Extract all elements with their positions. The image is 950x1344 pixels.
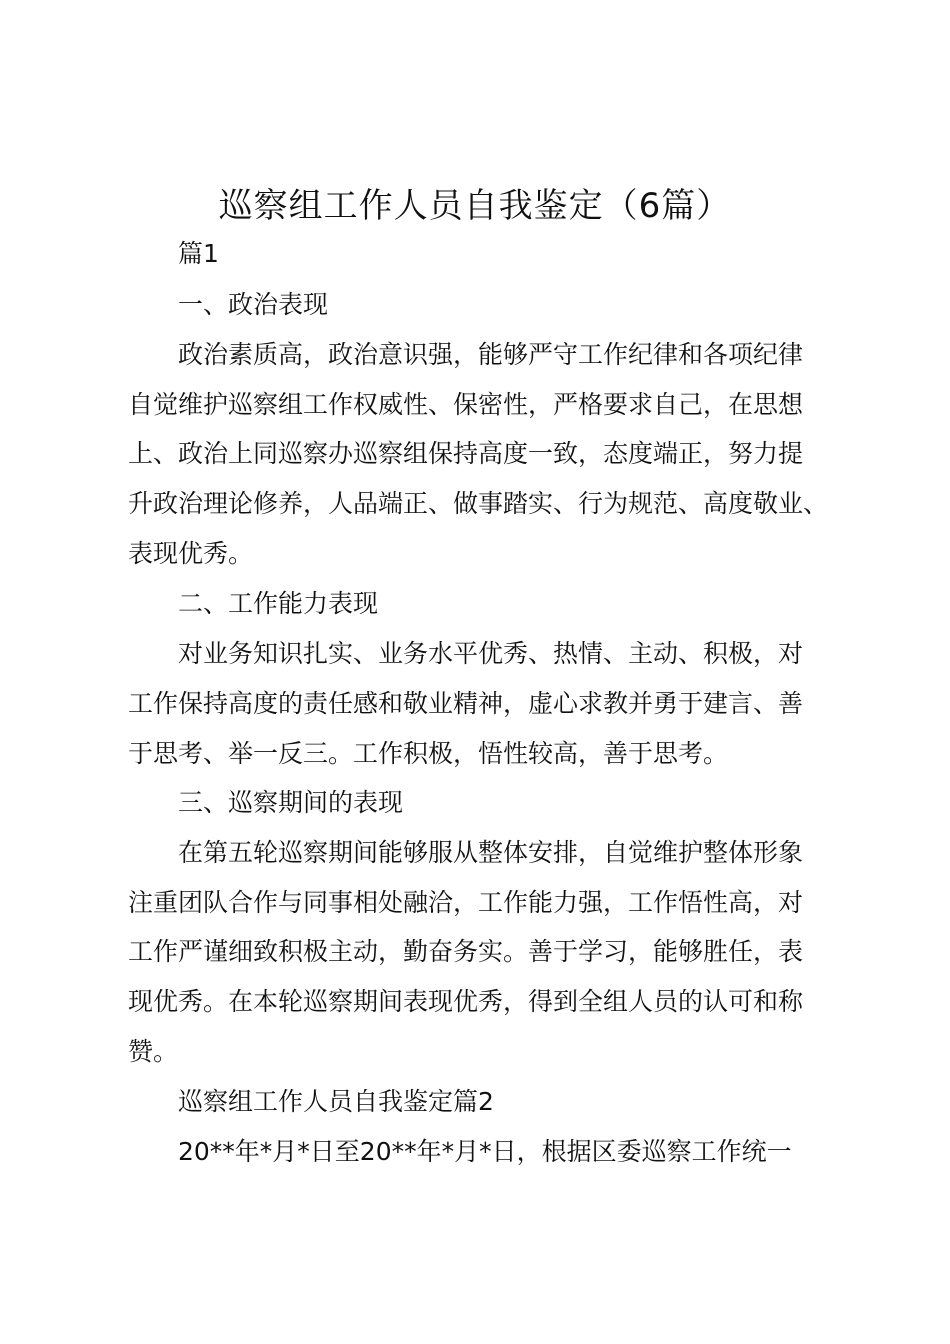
section-heading-part-1: 篇1 xyxy=(178,239,219,268)
paragraph-line: 于思考、举一反三。工作积极，悟性较高，善于思考。 xyxy=(128,739,729,768)
paragraph-line: 赞。 xyxy=(128,1037,179,1066)
paragraph-line: 自觉维护巡察组工作权威性、保密性，严格要求自己，在思想 xyxy=(128,390,804,419)
section-heading-inspection: 三、巡察期间的表现 xyxy=(178,788,404,817)
document-title: 巡察组工作人员自我鉴定（6篇） xyxy=(218,186,732,226)
paragraph-line: 在第五轮巡察期间能够服从整体安排，自觉维护整体形象 xyxy=(178,838,804,867)
section-heading-political: 一、政治表现 xyxy=(178,290,329,319)
paragraph-line: 注重团队合作与同事相处融洽，工作能力强，工作悟性高，对 xyxy=(128,888,804,917)
paragraph-line: 现优秀。在本轮巡察期间表现优秀，得到全组人员的认可和称 xyxy=(128,987,804,1016)
section-heading-ability: 二、工作能力表现 xyxy=(178,589,379,618)
paragraph-line: 升政治理论修养，人品端正、做事踏实、行为规范、高度敬业、 xyxy=(128,489,829,518)
paragraph-line: 表现优秀。 xyxy=(128,539,254,568)
paragraph-line: 对业务知识扎实、业务水平优秀、热情、主动、积极，对 xyxy=(178,639,804,668)
paragraph-line: 工作严谨细致积极主动，勤奋务实。善于学习，能够胜任，表 xyxy=(128,937,804,966)
paragraph-line: 工作保持高度的责任感和敬业精神，虚心求教并勇于建言、善 xyxy=(128,689,804,718)
paragraph-line: 20**年*月*日至20**年*月*日，根据区委巡察工作统一 xyxy=(178,1137,792,1166)
paragraph-line: 政治素质高，政治意识强，能够严守工作纪律和各项纪律 xyxy=(178,340,804,369)
section-heading-part-2: 巡察组工作人员自我鉴定篇2 xyxy=(178,1087,494,1116)
paragraph-line: 上、政治上同巡察办巡察组保持高度一致，态度端正，努力提 xyxy=(128,439,804,468)
